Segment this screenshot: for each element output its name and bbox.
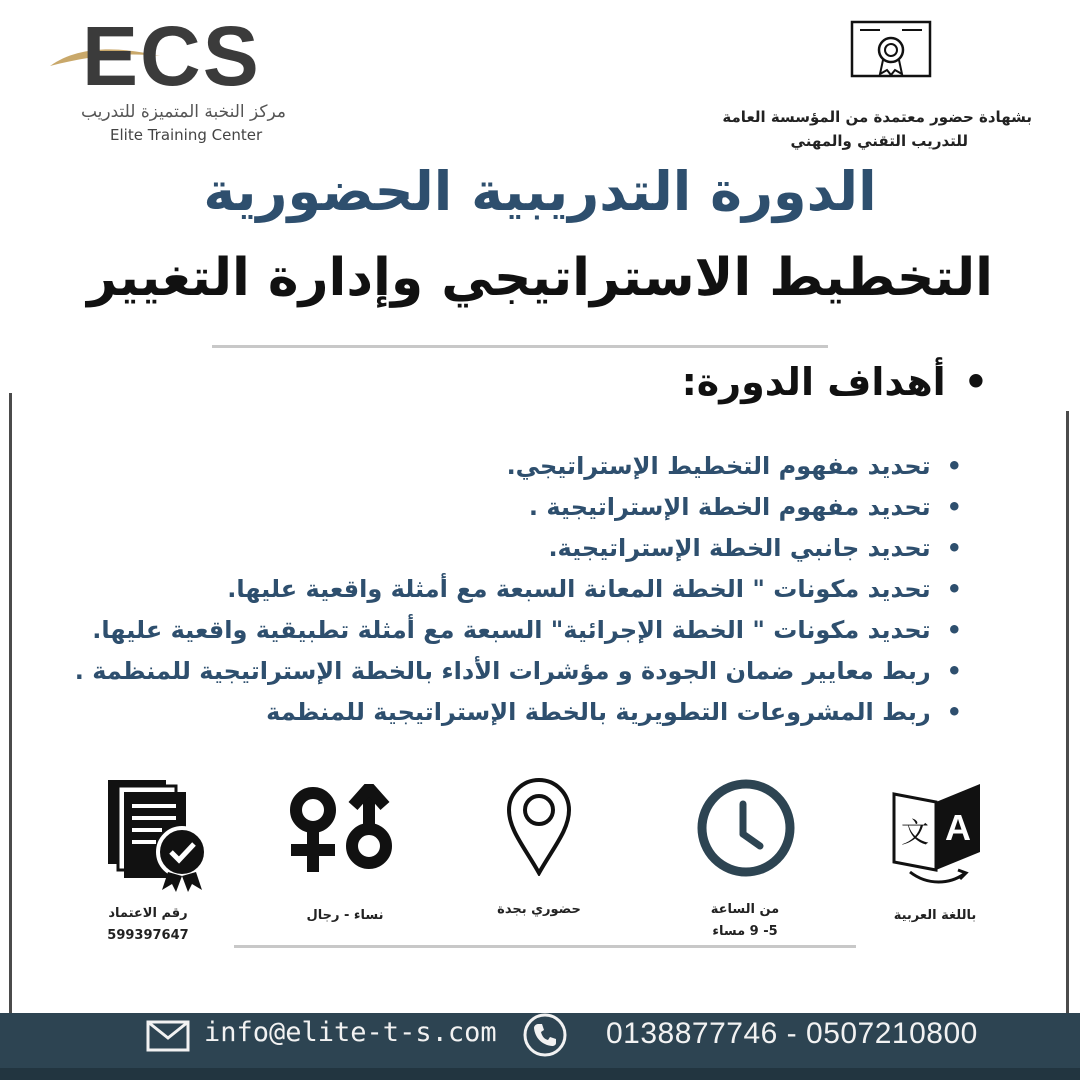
gender-icon xyxy=(285,784,397,874)
footer-phones[interactable]: 0138877746 - 0507210800 xyxy=(606,1017,978,1050)
objective-item: • تحديد مفهوم التخطيط الإستراتيجي. xyxy=(202,446,962,487)
objective-item: • تحديد جانبي الخطة الإستراتيجية. xyxy=(202,528,962,569)
footer-bottom-strip xyxy=(0,1068,1080,1080)
left-border-line xyxy=(9,393,12,1013)
features-divider xyxy=(234,945,856,948)
email-icon xyxy=(146,1020,190,1052)
location-pin-icon xyxy=(505,778,573,876)
page-title: الدورة التدريبية الحضورية xyxy=(203,160,877,223)
logo-mark: ECS xyxy=(82,9,261,103)
objective-item: • تحديد مفهوم الخطة الإستراتيجية . xyxy=(202,487,962,528)
svg-text:文: 文 xyxy=(900,816,930,849)
certificate-icon xyxy=(850,20,932,78)
objectives-heading: • أهداف الدورة: xyxy=(682,360,988,404)
gender-caption: نساء - رجال xyxy=(306,908,384,923)
accreditation-caption xyxy=(88,903,208,947)
certificate-text xyxy=(720,105,1032,153)
location-caption: حضوري بجدة xyxy=(497,902,581,917)
footer-email[interactable]: info@elite-t-s.com xyxy=(204,1017,497,1048)
accreditation-document-icon xyxy=(106,778,210,892)
time-caption xyxy=(690,899,800,943)
logo-english-name: Elite Training Center xyxy=(110,126,263,144)
logo-arabic-name: مركز النخبة المتميزة للتدريب xyxy=(80,102,286,122)
svg-text:A: A xyxy=(945,807,971,848)
time-label: من الساعة xyxy=(710,902,780,917)
accreditation-number: 599397647 xyxy=(107,928,189,943)
language-caption: باللغة العربية xyxy=(893,908,977,923)
phone-icon xyxy=(522,1012,568,1058)
objective-item: • تحديد مكونات " الخطة الإجرائية" السبعة مع أمثلة تطبيقية واقعية عليها. xyxy=(202,610,962,651)
certificate-line-2: للتدريب التقني والمهني xyxy=(790,132,968,150)
accreditation-label: رقم الاعتماد xyxy=(108,906,188,921)
objective-item: • ربط معايير ضمان الجودة و مؤشرات الأداء بالخطة الإستراتيجية للمنظمة . xyxy=(202,651,962,692)
translate-icon xyxy=(888,778,984,886)
clock-icon xyxy=(696,778,796,878)
time-value: 5- 9 مساء xyxy=(712,924,778,939)
certificate-line-1: بشهادة حضور معتمدة من المؤسسة العامة xyxy=(722,108,1032,126)
ecs-logo xyxy=(48,9,298,144)
course-title: التخطيط الاستراتيجي وإدارة التغيير xyxy=(87,248,993,308)
objective-item: • تحديد مكونات " الخطة المعانة السبعة مع أمثلة واقعية عليها. xyxy=(202,569,962,610)
objective-item: • ربط المشروعات التطويرية بالخطة الإستراتيجية للمنظمة xyxy=(202,692,962,733)
title-divider xyxy=(212,345,828,348)
objectives-list xyxy=(74,446,962,733)
right-border-line xyxy=(1066,411,1069,1031)
